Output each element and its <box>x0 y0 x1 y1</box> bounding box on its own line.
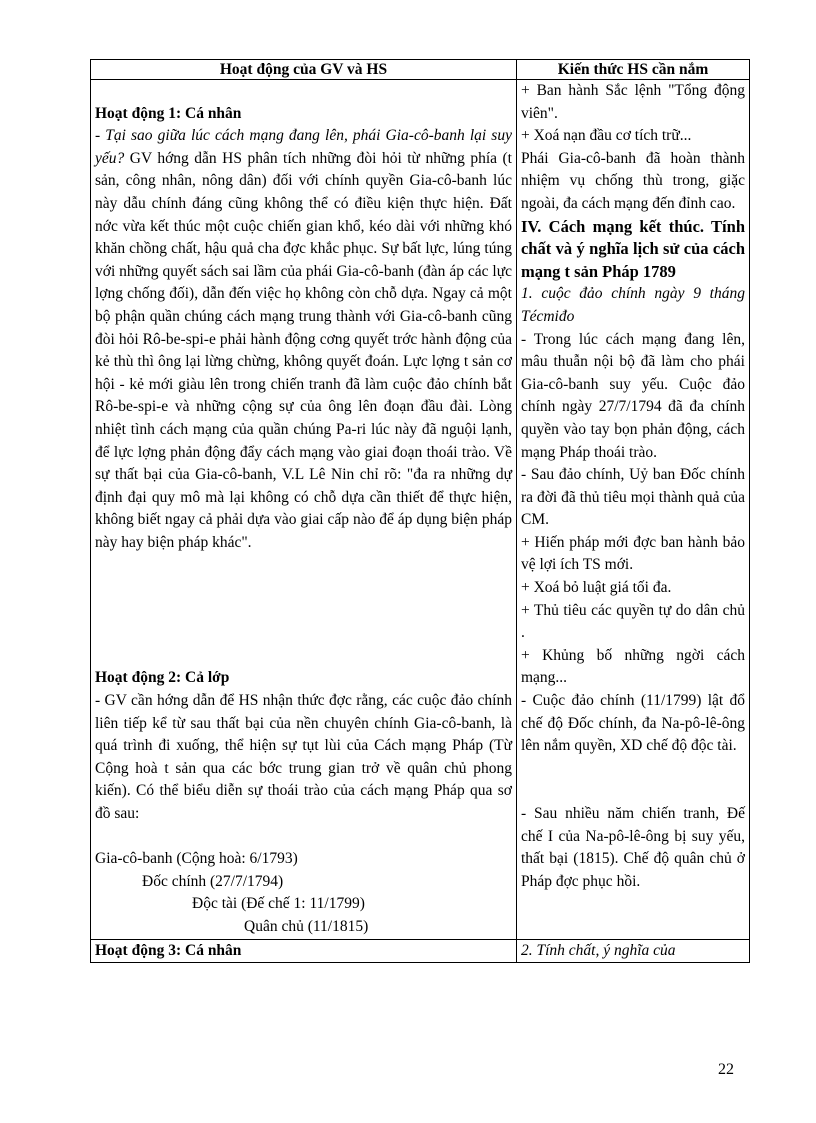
regression-chain <box>95 848 512 938</box>
knowledge-item: + Hiến pháp mới đợc ban hành bảo vệ lợi ích TS mới. <box>520 533 745 574</box>
chain-step: Quân chủ (11/1815) <box>244 917 369 935</box>
knowledge-item: + Khủng bố những ngời cách mạng... <box>520 646 745 687</box>
header-left: Hoạt động của GV và HS <box>91 60 517 80</box>
activity-2-title: Hoạt động 2: Cả lớp <box>95 669 230 687</box>
knowledge-item: - Trong lúc cách mạng đang lên, mâu thuẫn nội bộ đã làm cho phái Gia-cô-banh suy yếu. Cuộc đảo chính ngày 27/7/1794 đã đa chính quyền vào tay bọn phản động, cách mạng Pháp thoái trào. <box>520 330 745 461</box>
lesson-table <box>90 59 750 963</box>
footer-row <box>91 939 750 963</box>
knowledge-item: + Xoá bỏ luật giá tối đa. <box>520 579 672 597</box>
knowledge-item: Phái Gia-cô-banh đã hoàn thành nhiệm vụ chống thù trong, giặc ngoài, đa cách mạng đến đỉnh cao. <box>520 149 745 212</box>
chain-step: Đốc chính (27/7/1794) <box>142 872 284 890</box>
chain-step: Gia-cô-banh (Cộng hoà: 6/1793) <box>95 850 298 868</box>
activity-1-title: Hoạt động 1: Cá nhân <box>95 104 242 122</box>
chain-step: Độc tài (Đế chế 1: 11/1799) <box>192 895 365 913</box>
subheading-coup: 1. cuộc đảo chính ngày 9 tháng Técmiđo <box>520 285 745 325</box>
activity-3-title: Hoạt động 3: Cá nhân <box>91 939 517 963</box>
header-right: Kiến thức HS cần nắm <box>516 60 749 80</box>
knowledge-item: - Cuộc đảo chính (11/1799) lật đổ chế độ Đốc chính, đa Na-pô-lê-ông lên nắm quyền, XD chế độ độc tài. <box>520 692 745 755</box>
knowledge-item: + Ban hành Sắc lệnh "Tổng động viên". <box>520 82 745 122</box>
header-row <box>91 60 750 80</box>
student-knowledge-cell <box>516 80 749 940</box>
knowledge-item: + Xoá nạn đầu cơ tích trữ... <box>520 127 692 145</box>
knowledge-item: - Sau nhiều năm chiến tranh, Đế chế I của Na-pô-lê-ông bị suy yếu, thất bại (1815). Chế độ quân chủ ở Pháp đợc phục hồi. <box>520 805 745 890</box>
activity-1-body: GV hớng dẫn HS phân tích những đòi hỏi từ những phía (t sản, công nhân, nông dân) đối với chính quyền Gia-cô-banh lúc này dẫu chính đáng cũng không thể có điều kiện thực hiện. Đất nớc vừa kết thúc một cuộc chiến gian khổ, kéo dài với những khó khăn chồng chất, hậu quả cha đợc khắc phục. Sự bất lực, lúng túng với những quyết sách sai lầm của phái Gia-cô-banh (đàn áp các lực lợng chống đối), dẫn đến việc họ không còn chỗ dựa. Ngay cả một bộ phận quần chúng cách mạng trung thành với Gia-cô-banh cũng đòi hỏi Rô-be-spi-e phải hành động cơng quyết trớc hành động của kẻ thù thì ông lại lừng chừng, không quyết đoán. Lực lợng t sản cơ hội - kẻ mới giàu lên trong chiến tranh đã làm cuộc đảo chính bắt Rô-be-spi-e và những cộng sự của ông lên đoạn đầu đài. Lòng nhiệt tình cách mạng của quần chúng Pa-ri lúc này đã nguội lạnh, để lực lợng phản động đẩy cách mạng vào giai đoạn thoái trào. Về sự thất bại của Gia-cô-banh, V.L Lê Nin chỉ rõ: "đa ra những dự định đại quy mô mà lại không có chỗ dựa cần thiết để thực hiện, không biết ngay cả phải dựa vào giai cấp nào để áp dụng biện pháp này hay biện pháp khác". <box>95 149 512 551</box>
content-row <box>91 80 750 940</box>
subheading-nature: 2. Tính chất, ý nghĩa của <box>516 939 749 963</box>
activity-1-text <box>95 125 512 554</box>
activity-1-question: - Tại sao giữa lúc cách mạng đang lên, phái Gia-cô-banh lại suy yếu? <box>95 127 512 167</box>
knowledge-item: + Thủ tiêu các quyền tự do dân chủ . <box>520 601 745 642</box>
page-number: 22 <box>718 1061 734 1078</box>
teacher-activity-cell <box>91 80 517 940</box>
section-heading-4: IV. Cách mạng kết thúc. Tính chất và ý nghĩa lịch sử của cách mạng t sản Pháp 1789 <box>520 216 745 281</box>
activity-2-body: - GV cần hớng dẫn để HS nhận thức đợc rằng, các cuộc đảo chính liên tiếp kể từ sau thất bại của nền chuyên chính Gia-cô-banh, là quá trình đi xuống, thể hiện sự tụt lùi của Cách mạng Pháp (Từ Cộng hoà t sản qua các bớc trung gian trở về quân chủ phong kiến). Có thể biểu diễn sự thoái trào của cách mạng Pháp qua sơ đồ sau: <box>95 692 512 822</box>
knowledge-item: - Sau đảo chính, Uỷ ban Đốc chính ra đời đã thủ tiêu mọi thành quả của CM. <box>520 466 745 529</box>
